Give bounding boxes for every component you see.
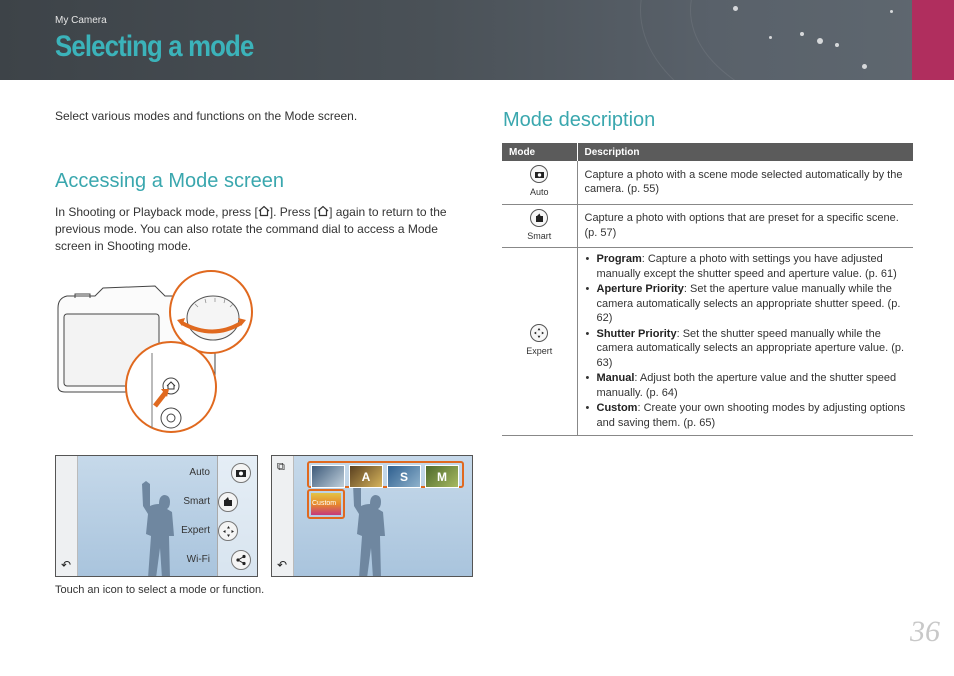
share-icon [235,554,247,566]
home-icon [258,205,270,217]
option-term: Aperture Priority [596,283,684,295]
home-icon [317,205,329,217]
option-text: : Create your own shooting modes by adjusting options and saving them. (p. 65) [596,402,906,429]
table-row [502,161,913,204]
mode-label-auto: Auto [189,467,210,478]
mode-name: Auto [529,187,549,197]
sparkle [817,38,823,44]
shutter-mode-thumb[interactable]: S [387,465,421,488]
chapter-tab [912,0,954,80]
mode-cell-auto [502,161,577,204]
header-description: Description [577,143,913,161]
expert-mode-area [294,456,472,576]
camera-smart-icon [222,497,234,507]
list-item [585,282,907,326]
mode-description: Capture a photo with options that are preset for a specific scene. (p. 57) [577,204,913,248]
mode-label-expert: Expert [181,525,210,536]
sparkle [890,10,893,13]
table-row [502,248,913,436]
screen-sidebar [56,456,78,576]
page-title: Selecting a mode [55,30,254,63]
back-arrow-icon[interactable]: ↶ [277,558,288,572]
expert-mode-indicator-icon: ⧉ [277,461,285,473]
body-part-2: ]. Press [ [269,205,318,219]
sparkle [835,43,839,47]
table-header-row [502,143,913,161]
body-part-3: ] again to return to the previous mode. You can also rotate the command dial to access a Mode screen in Shooting mode. [55,205,447,253]
option-text: : Set the shutter speed manually while the camera automatically selects an appropriate aperture value. (p. 63) [596,327,905,369]
option-term: Shutter Priority [596,327,677,340]
option-term: Manual [596,372,635,384]
wifi-mode-button[interactable] [231,550,251,570]
camera-back-illustration [55,268,255,436]
mode-description: Capture a photo with a scene mode selected automatically by the camera. (p. 55) [577,161,913,204]
mode-description-table [502,143,913,436]
option-term: Program [596,253,642,265]
sparkle [769,36,772,39]
smart-mode-button[interactable] [218,492,238,512]
header-banner [0,0,954,80]
mode-screen-expert [271,455,473,577]
camera-auto-icon [530,165,548,183]
breadcrumb: My Camera [55,15,107,26]
submode-strip [307,461,464,488]
auto-mode-button[interactable] [231,463,251,483]
manual-mode-thumb[interactable]: M [425,465,459,488]
camera-auto-icon [235,468,247,478]
mode-cell-expert [502,248,577,436]
camera-smart-icon [530,209,548,227]
mode-screen-main [55,455,258,577]
expert-mode-button[interactable] [218,521,238,541]
mode-label-smart: Smart [183,496,210,507]
mode-name: Smart [527,230,552,241]
list-item [585,371,907,400]
back-arrow-icon[interactable]: ↶ [61,558,72,572]
accessing-body [55,204,455,255]
option-text: : Adjust both the aperture value and the shutter speed manually. (p. 64) [596,372,897,399]
mode-description [577,248,913,436]
mode-name: Expert [526,346,553,357]
mode-cell-smart [502,204,577,248]
table-row [502,204,913,248]
option-term: Custom [596,402,638,414]
sparkle [733,6,738,11]
page-number: 36 [910,615,940,648]
header-mode: Mode [502,143,577,161]
body-part-1: In Shooting or Playback mode, press [ [55,205,258,219]
section-title-mode-description: Mode description [503,109,656,131]
screen-sidebar [272,456,294,576]
section-title-accessing: Accessing a Mode screen [55,170,285,192]
expert-dial-icon [222,525,235,538]
list-item [585,327,907,371]
screen-caption: Touch an icon to select a mode or function. [55,584,265,596]
expert-dial-icon [530,324,548,342]
option-text: : Set the aperture value manually while the camera automatically selects an appropriate shutter speed. (p. 62) [596,283,901,324]
sparkle [800,32,804,36]
aperture-mode-thumb[interactable]: A [349,465,383,488]
program-mode-thumb[interactable] [311,465,345,488]
sparkle [862,64,867,69]
list-item [585,252,907,281]
custom-mode-label: Custom [311,493,341,515]
expert-options-list [585,252,907,430]
intro-text: Select various modes and functions on the Mode screen. [55,109,358,123]
option-text: : Capture a photo with settings you have adjusted manually except the shutter speed and aperture value. (p. 61) [596,253,897,280]
mode-label-wifi: Wi-Fi [186,554,210,565]
list-item [585,401,907,430]
custom-mode-thumb[interactable] [307,489,345,519]
